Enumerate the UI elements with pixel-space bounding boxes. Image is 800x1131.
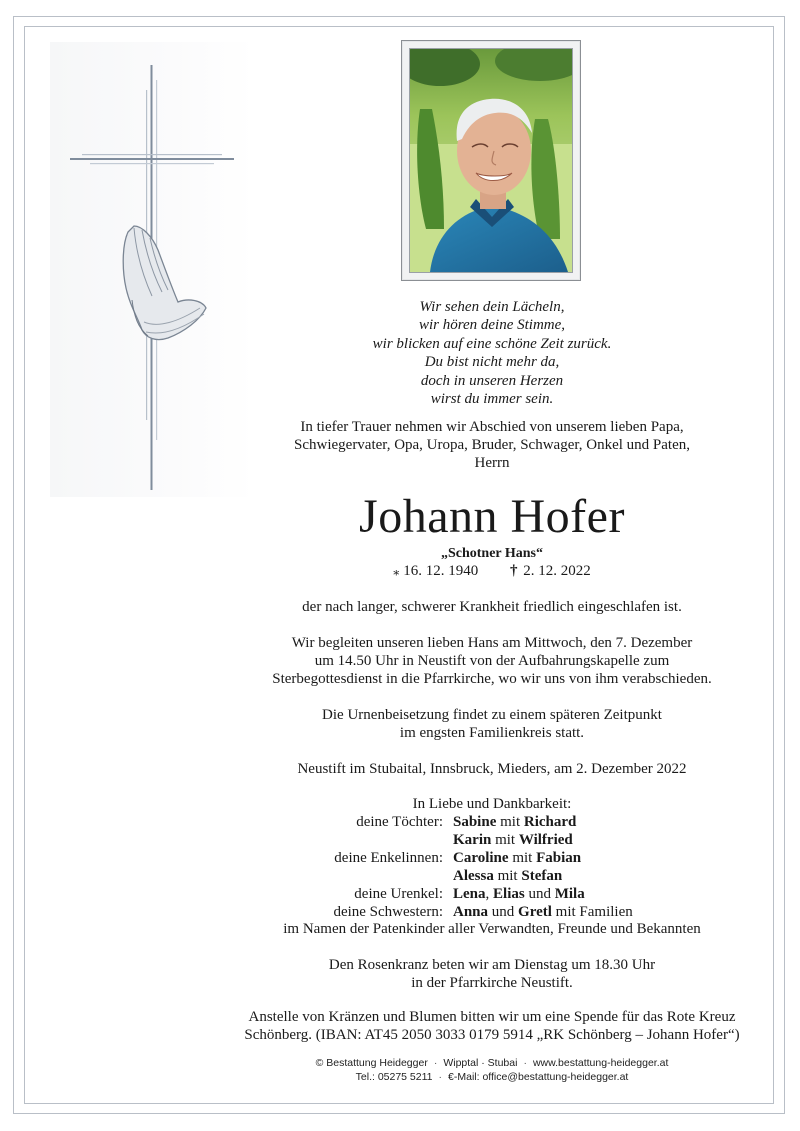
birth-star-icon: ⁎ — [393, 564, 400, 578]
mourner-name: Alessa — [453, 868, 494, 884]
donation-notice — [232, 1008, 752, 1044]
mourner-names — [453, 903, 725, 921]
poem-line: wirst du immer sein. — [430, 391, 554, 408]
mourner-label: deine Töchter: — [356, 814, 443, 830]
footer-separator: · — [523, 1057, 527, 1069]
life-dates — [232, 561, 752, 581]
mourner-row — [265, 903, 725, 921]
death-date: 2. 12. 2022 — [523, 563, 591, 579]
mourner-name: Wilfried — [518, 832, 573, 848]
deceased-nickname: „Schotner Hans“ — [440, 546, 544, 561]
poem-line: wir hören deine Stimme, — [418, 317, 566, 334]
funeral-line: Sterbegottesdienst in die Pfarrkirche, wo wir uns von ihm verabschieden. — [272, 671, 712, 687]
mourner-connector: mit — [496, 814, 524, 830]
mourner-name: Sabine — [453, 814, 497, 830]
funeral-line: um 14.50 Uhr in Neustift von der Aufbahrungskapelle zum — [314, 653, 670, 669]
mourner-name: Elias — [493, 886, 525, 902]
mourner-connector: mit Familien — [551, 904, 633, 920]
mourner-name: Fabian — [536, 850, 582, 866]
funeral-notice — [232, 634, 752, 688]
closing-line: im Namen der Patenkinder aller Verwandten, Freunde und Bekannten — [283, 921, 701, 937]
mourner-row — [265, 831, 725, 849]
donation-line: Schönberg. (IBAN: AT45 2050 3033 0179 5914 „RK Schönberg – Johann Hofer“) — [244, 1027, 740, 1043]
footer-separator: · — [438, 1071, 443, 1083]
mourner-name: Caroline — [453, 850, 509, 866]
mourner-name: Anna — [453, 904, 489, 920]
cross-icon — [60, 60, 250, 500]
birth-date-item — [393, 561, 478, 581]
portrait-photo — [409, 48, 573, 273]
mourner-connector: und — [488, 904, 519, 920]
rosary-notice — [232, 956, 752, 992]
mourner-row — [265, 885, 725, 903]
memorial-poem — [232, 298, 752, 408]
rosary-line: in der Pfarrkirche Neustift. — [411, 975, 573, 991]
footer-region: Wipptal · Stubai — [443, 1057, 518, 1069]
mourner-name: Lena — [453, 886, 486, 902]
mourner-connector: , — [485, 886, 494, 902]
deceased-name: Johann Hofer — [359, 490, 625, 543]
praying-hands-icon — [123, 226, 206, 340]
intro-text — [232, 418, 752, 472]
mourner-connector: mit — [508, 850, 537, 866]
mourner-connector: mit — [493, 868, 522, 884]
mourner-names — [453, 867, 725, 885]
mourner-label — [265, 831, 453, 849]
footer-separator: · — [433, 1057, 438, 1069]
birth-date: 16. 12. 1940 — [403, 563, 479, 579]
intro-line: Herrn — [474, 455, 510, 471]
mourner-row — [265, 813, 725, 831]
intro-line: Schwiegervater, Opa, Uropa, Bruder, Schwager, Onkel und Paten, — [294, 437, 690, 453]
death-cross-icon: † — [510, 563, 518, 579]
mourner-name: Stefan — [521, 868, 563, 884]
urn-line: Die Urnenbeisetzung findet zu einem späteren Zeitpunkt — [322, 707, 662, 723]
footer-phone: Tel.: 05275 5211 — [355, 1071, 433, 1083]
footer-website-link[interactable]: www.bestattung-heidegger.at — [532, 1057, 669, 1069]
mourner-name: Mila — [554, 886, 585, 902]
portrait-frame — [401, 40, 581, 281]
mourner-label: deine Enkelinnen: — [334, 850, 443, 866]
poem-line: Wir sehen dein Lächeln, — [419, 299, 565, 315]
footer-company: © Bestattung Heidegger — [315, 1057, 428, 1069]
mourner-name: Richard — [523, 814, 577, 830]
footer-line-2 — [232, 1070, 752, 1084]
footer-email-link[interactable]: €-Mail: office@bestattung-heidegger.at — [448, 1071, 629, 1083]
footer-line-1 — [232, 1056, 752, 1070]
mourner-names — [453, 813, 725, 831]
mourner-label: deine Urenkel: — [354, 886, 443, 902]
poem-line: doch in unseren Herzen — [420, 372, 564, 389]
mourners-list — [265, 813, 725, 921]
dank-heading: In Liebe und Dankbarkeit: — [412, 796, 572, 812]
urn-line: im engsten Familienkreis statt. — [399, 725, 585, 741]
place-date: Neustift im Stubaital, Innsbruck, Mieders, am 2. Dezember 2022 — [297, 761, 687, 777]
mourner-names — [453, 831, 725, 849]
mourner-names — [453, 885, 725, 903]
mourner-label — [265, 867, 453, 885]
rosary-line: Den Rosenkranz beten wir am Dienstag um 18.30 Uhr — [328, 957, 656, 973]
mourner-name: Karin — [453, 832, 492, 848]
mourner-connector: mit — [491, 832, 519, 848]
mourner-name: Gretl — [518, 904, 552, 920]
mourner-row — [265, 867, 725, 885]
passing-line: der nach langer, schwerer Krankheit friedlich eingeschlafen ist. — [302, 599, 682, 615]
mourner-names — [453, 849, 725, 867]
poem-line: wir blicken auf eine schöne Zeit zurück. — [372, 335, 612, 352]
urn-notice — [232, 706, 752, 742]
donation-line: Anstelle von Kränzen und Blumen bitten wir um eine Spende für das Rote Kreuz — [248, 1009, 736, 1025]
intro-line: In tiefer Trauer nehmen wir Abschied von unserem lieben Papa, — [300, 419, 684, 435]
mourner-row — [265, 849, 725, 867]
funeral-line: Wir begleiten unseren lieben Hans am Mittwoch, den 7. Dezember — [291, 635, 693, 651]
mourner-label: deine Schwestern: — [333, 904, 443, 920]
death-date-item — [510, 561, 591, 581]
mourner-connector: und — [524, 886, 555, 902]
poem-line: Du bist nicht mehr da, — [424, 354, 560, 371]
